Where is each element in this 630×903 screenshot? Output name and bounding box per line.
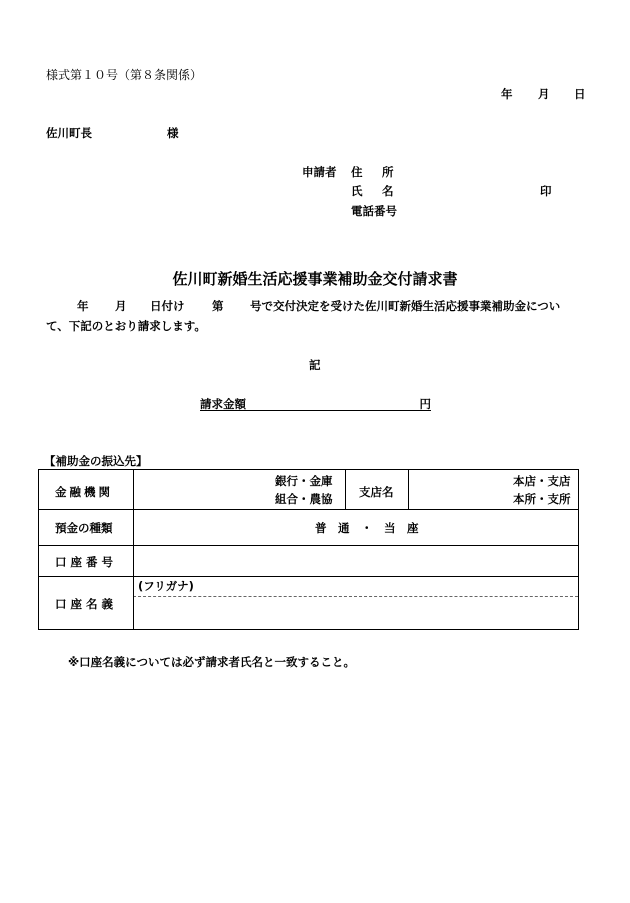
- branch-name-divider: [408, 470, 409, 509]
- date-month-label: 月: [538, 87, 550, 101]
- date-day-label: 日: [574, 87, 586, 101]
- document-title: 佐川町新婚生活応援事業補助金交付請求書: [172, 270, 458, 288]
- deposit-type-label: 預金の種類: [55, 521, 113, 535]
- addressee-name: 佐川町長: [46, 126, 92, 140]
- transfer-section-title: 【補助金の振込先】: [44, 454, 148, 468]
- body-line1-rest: 号で交付決定を受けた佐川町新婚生活応援事業補助金につい: [250, 299, 561, 313]
- furigana-label: (フリガナ): [138, 579, 194, 593]
- body-line2: て、下記のとおり請求します。: [46, 319, 206, 333]
- request-amount-unit: 円: [419, 397, 431, 411]
- request-amount-field[interactable]: [200, 396, 431, 411]
- institution-type-bank: 銀行・金庫: [275, 474, 333, 488]
- body-month: 月: [115, 299, 127, 313]
- body-dai: 第: [212, 299, 224, 313]
- addressee-honorific: 様: [167, 126, 179, 140]
- address-label-char2: 所: [382, 165, 394, 179]
- phone-label: 電話番号: [351, 204, 397, 218]
- account-number-label: 口座番号: [55, 555, 117, 569]
- name-label-char1: 氏: [351, 184, 363, 198]
- seal-mark: 印: [540, 184, 552, 198]
- branch-name-label: 支店名: [359, 485, 394, 499]
- body-dated: 日付け: [150, 299, 185, 313]
- form-number: 様式第１０号（第８条関係）: [46, 68, 203, 82]
- branch-type-main: 本店・支店: [513, 474, 571, 488]
- branch-type-sub: 本所・支所: [513, 492, 571, 506]
- deposit-type-options[interactable]: 普 通 ・ 当 座: [315, 521, 419, 535]
- body-year: 年: [77, 299, 89, 313]
- account-name-field[interactable]: [134, 597, 578, 629]
- branch-column-divider: [345, 470, 346, 509]
- row-divider: [39, 576, 578, 577]
- institution-label: 金融機関: [55, 485, 113, 499]
- row-divider: [39, 509, 578, 510]
- account-name-label: 口座名義: [55, 597, 117, 611]
- account-name-note: ※口座名義については必ず請求者氏名と一致すること。: [68, 655, 355, 669]
- account-number-field[interactable]: [134, 546, 578, 576]
- name-label-char2: 名: [382, 184, 394, 198]
- transfer-table: [38, 469, 579, 630]
- ki-mark: 記: [309, 358, 321, 372]
- address-label-char1: 住: [351, 165, 363, 179]
- applicant-role-label: 申請者: [302, 165, 337, 179]
- date-year-label: 年: [501, 87, 513, 101]
- request-amount-label: 請求金額: [200, 397, 246, 411]
- institution-type-union: 組合・農協: [275, 492, 333, 506]
